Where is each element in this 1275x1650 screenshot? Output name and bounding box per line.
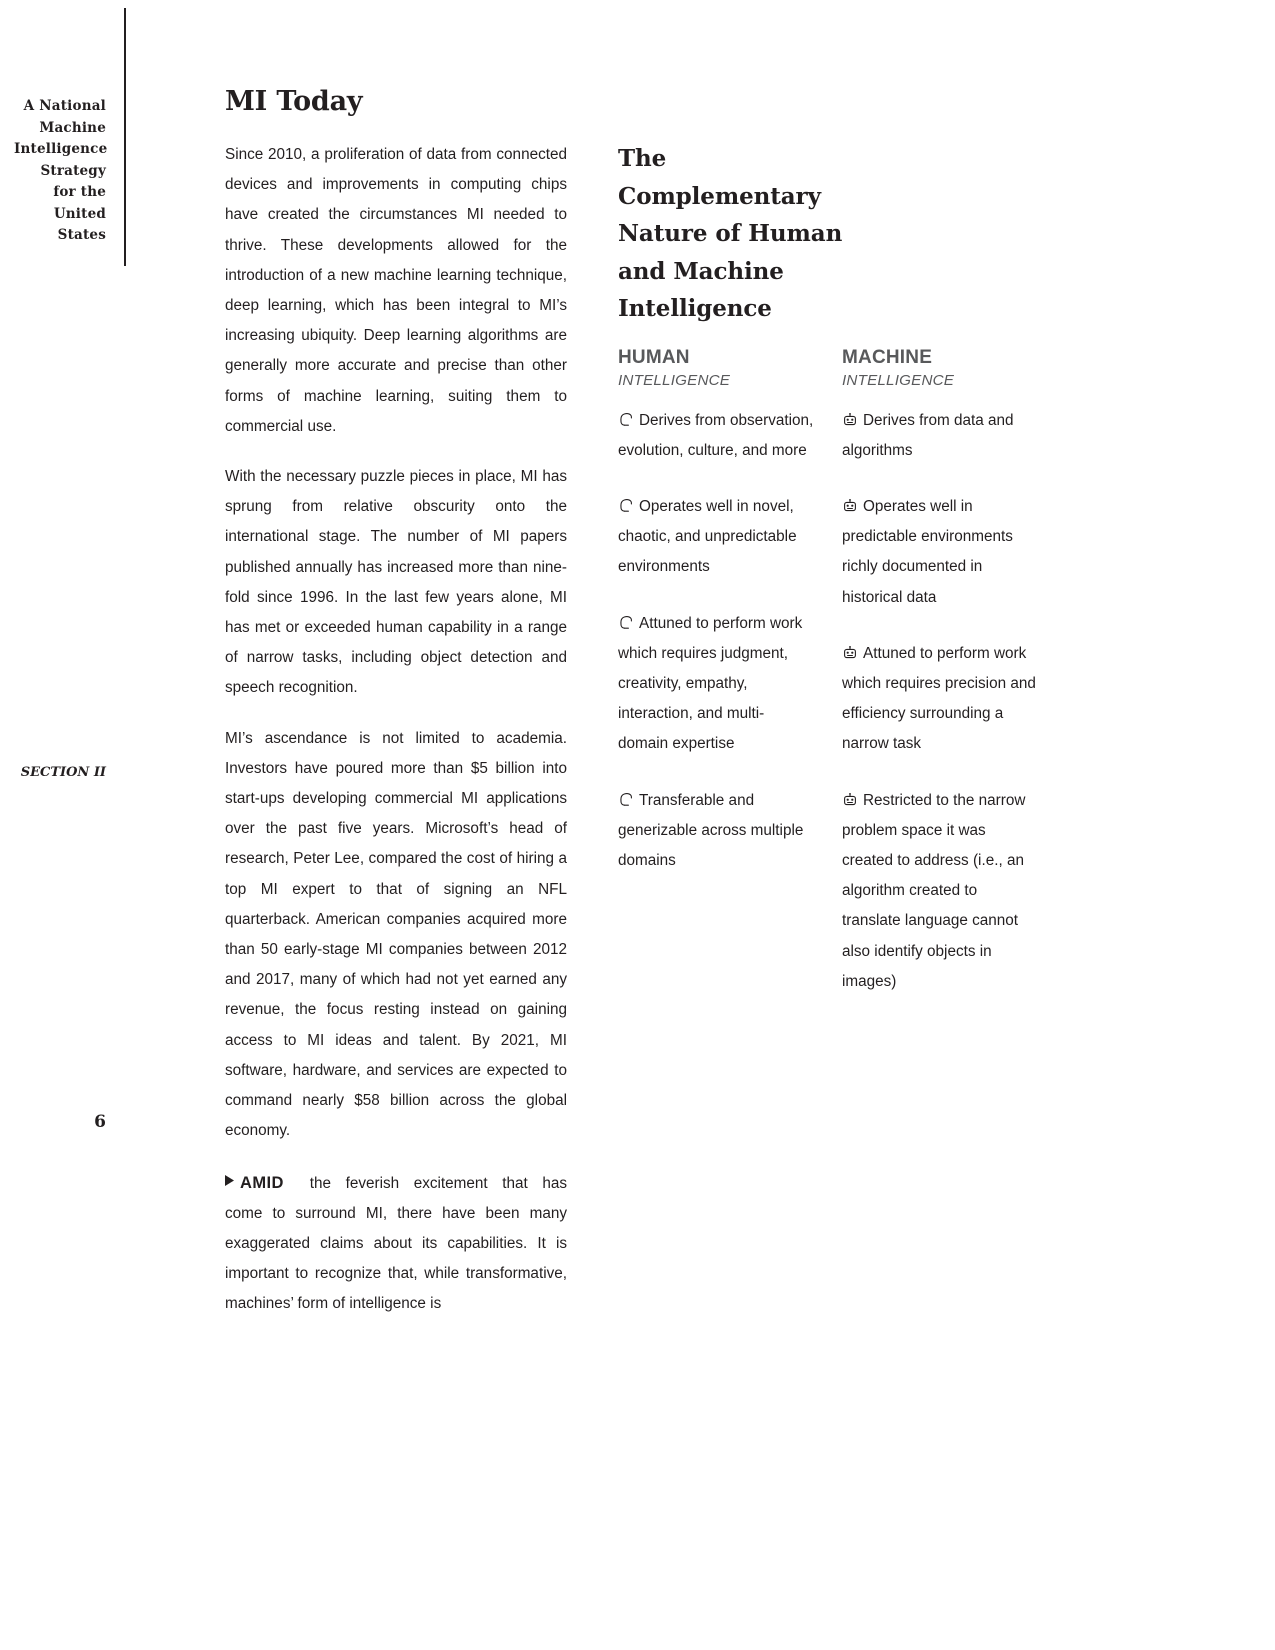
robot-head-icon xyxy=(842,646,860,660)
robot-head-icon xyxy=(842,793,860,807)
machine-column-subtitle: INTELLIGENCE xyxy=(842,371,955,389)
list-item xyxy=(618,406,814,466)
document-title: A National Machine Intelligence Strategy for the United States xyxy=(14,98,108,243)
list-item-text: Attuned to perform work which requires judgment, creativity, empathy, interaction, and multi-domain expertise xyxy=(618,614,803,753)
human-column-title: HUMAN xyxy=(618,346,690,368)
list-item-text: Restricted to the narrow problem space it was created to address (i.e., an algorithm created to translate language cannot also identify objects in images) xyxy=(842,791,1026,990)
robot-head-icon xyxy=(842,499,860,513)
body-paragraph: Since 2010, a proliferation of data from connected devices and improvements in computing chips have created the circumstances MI needed to thrive. These developments allowed for the introduction of a new machine learning technique, deep learning, which has been integral to MI’s increasing ubiquity. Deep learning algorithms are generally more accurate and precise than other forms of machine learning, suiting them to commercial use. xyxy=(225,146,567,435)
human-column-subtitle: INTELLIGENCE xyxy=(618,371,731,389)
sidebar-heading: The Complementary Nature of Human and Machine Intelligence xyxy=(618,145,843,322)
lead-in-word: AMID xyxy=(240,1173,284,1192)
main-text-column xyxy=(225,86,567,1320)
list-item xyxy=(842,786,1038,997)
list-item xyxy=(618,492,814,583)
list-item xyxy=(842,492,1038,613)
list-item-text: Derives from observation, evolution, culture, and more xyxy=(618,411,814,459)
list-item xyxy=(842,406,1038,466)
sidebar-panel xyxy=(618,140,1038,997)
body-paragraph: With the necessary puzzle pieces in place, MI has sprung from relative obscurity onto the international stage. The number of MI papers published annually has increased more than nine-fold since 1996. In the last few years alone, MI has met or exceeded human capability in a range of narrow tasks, including object detection and speech recognition. xyxy=(225,468,567,697)
list-item-text: Operates well in predictable environments richly documented in historical data xyxy=(842,497,1013,606)
section-label: SECTION II xyxy=(20,765,106,780)
list-item-text: Operates well in novel, chaotic, and unpredictable environments xyxy=(618,497,797,576)
rail-divider-rule xyxy=(124,8,126,266)
page-number: 6 xyxy=(94,1112,106,1132)
list-item xyxy=(842,639,1038,760)
human-intelligence-column xyxy=(618,346,814,997)
comparison-columns xyxy=(618,346,1038,997)
robot-head-icon xyxy=(842,413,860,427)
human-head-icon xyxy=(618,413,636,427)
human-head-icon xyxy=(618,793,636,807)
list-item-text: Derives from data and algorithms xyxy=(842,411,1014,459)
list-item xyxy=(618,609,814,760)
list-item xyxy=(618,786,814,877)
triangle-right-icon xyxy=(225,1167,234,1197)
machine-intelligence-column xyxy=(842,346,1038,997)
page-title: MI Today xyxy=(225,86,363,117)
margin-rail xyxy=(0,0,128,1650)
human-head-icon xyxy=(618,616,636,630)
body-paragraph: MI’s ascendance is not limited to academia. Investors have poured more than $5 billion into start-ups developing commercial MI applications over the past five years. Microsoft’s head of research, Peter Lee, compared the cost of hiring a top MI expert to that of signing an NFL quarterback. American companies acquired more than 50 early-stage MI companies between 2012 and 2017, many of which had not yet earned any revenue, the focus resting instead on gaining access to MI ideas and talent. By 2021, MI software, hardware, and services are expected to command nearly $58 billion across the global economy. xyxy=(225,729,567,1140)
list-item-text: Attuned to perform work which requires precision and efficiency surrounding a narrow task xyxy=(842,644,1036,753)
lead-in-paragraph xyxy=(225,1167,567,1320)
human-head-icon xyxy=(618,499,636,513)
machine-column-title: MACHINE xyxy=(842,346,933,368)
list-item-text: Transferable and generizable across multiple domains xyxy=(618,791,804,869)
lead-in-text: the feverish excitement that has come to surround MI, there have been many exaggerated claims about its capabilities. It is important to recognize that, while transformative, machines’ form of intelligence is xyxy=(225,1174,567,1313)
